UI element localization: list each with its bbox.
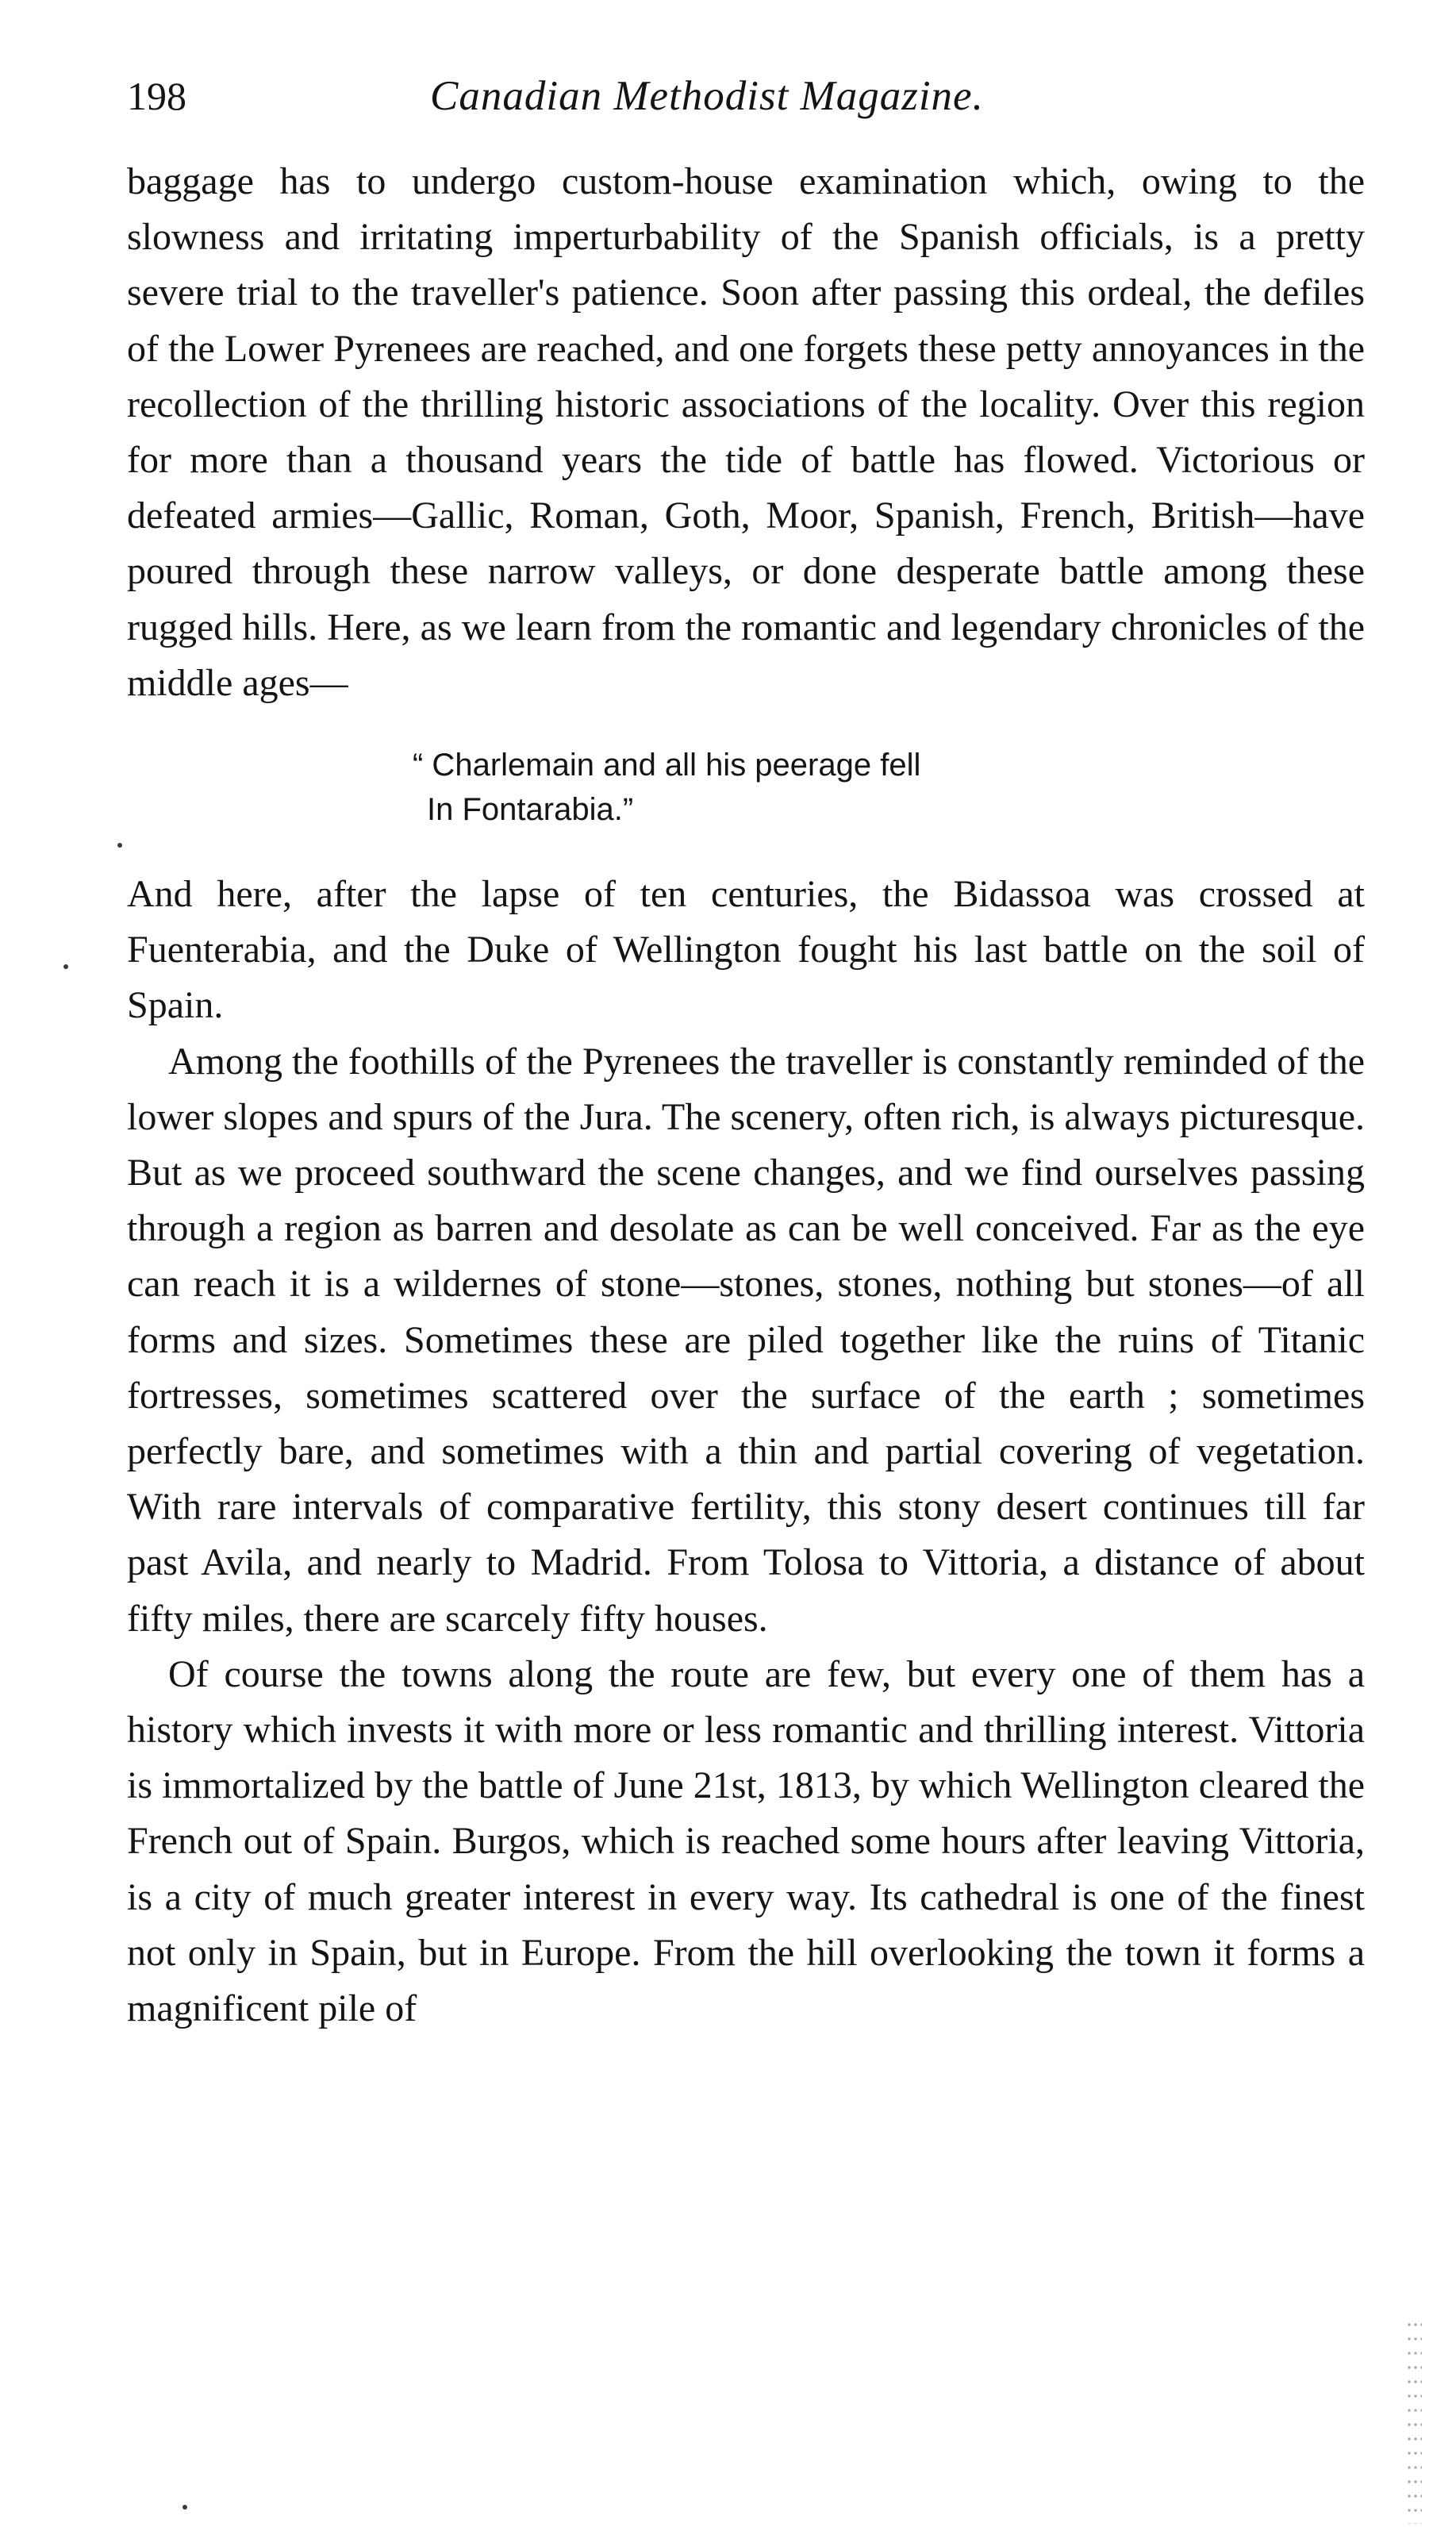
running-title: Canadian Methodist Magazine. (430, 73, 984, 119)
paragraph-2: And here, after the lapse of ten centuries, the Bidassoa was crossed at Fuenterabia, and the Duke of Wellington fought his last battle on the soil of Spain. (127, 873, 1365, 1027)
page-header (127, 63, 1365, 135)
scan-edge-dots (1406, 2318, 1422, 2524)
article-body (127, 154, 1365, 2037)
quote-line-1: “ Charlemain and all his peerage fell (413, 748, 921, 783)
poem-quote (413, 743, 1365, 832)
paragraph-4: Of course the towns along the route are few, but every one of them has a history which invests it with more or less romantic and thrilling interest. Vittoria is immortalized by the battle of June 21st, 1813, by which Wellington cleared the French out of Spain. Burgos, which is reached some hours after leaving Vittoria, is a city of much greater interest in every way. Its cathedral is one of the finest not only in Spain, but in Europe. From the hill overlooking the town it forms a magnificent pile of (127, 1652, 1365, 2030)
print-speck-1 (117, 843, 122, 848)
page-number: 198 (127, 74, 186, 118)
paragraph-3: Among the foothills of the Pyrenees the traveller is constantly reminded of the lower slopes and spurs of the Jura. The scenery, often rich, is always picturesque. But as we proceed southward the scene changes, and we find ourselves passing through a region as barren and desolate as can be well conceived. Far as the eye can reach it is a wildernes of stone—stones, stones, nothing but stones—of all forms and sizes. Sometimes these are piled together like the ruins of Titanic fortresses, sometimes scattered over the surface of the earth ; sometimes perfectly bare, and sometimes with a thin and partial covering of vegetation. With rare intervals of comparative fertility, this stony desert continues till far past Avila, and nearly to Madrid. From Tolosa to Vittoria, a distance of about fifty miles, there are scarcely fifty houses. (127, 1040, 1365, 1640)
quote-line-2: In Fontarabia.” (427, 792, 634, 828)
print-speck-2 (63, 964, 68, 969)
paragraph-1: baggage has to undergo custom-house examination which, owing to the slowness and irritating imperturbability of the Spanish officials, is a pretty severe trial to the traveller's patience. Soon after passing this ordeal, the defiles of the Lower Pyrenees are reached, and one forgets these petty annoyances in the recollection of the thrilling historic associations of the locality. Over this region for more than a thousand years the tide of battle has flowed. Victorious or defeated armies—Gallic, Roman, Goth, Moor, Spanish, French, British—have poured through these narrow valleys, or done desperate battle among these rugged hills. Here, as we learn from the romantic and legendary chronicles of the middle ages— (127, 160, 1365, 704)
print-speck-3 (182, 2505, 187, 2510)
